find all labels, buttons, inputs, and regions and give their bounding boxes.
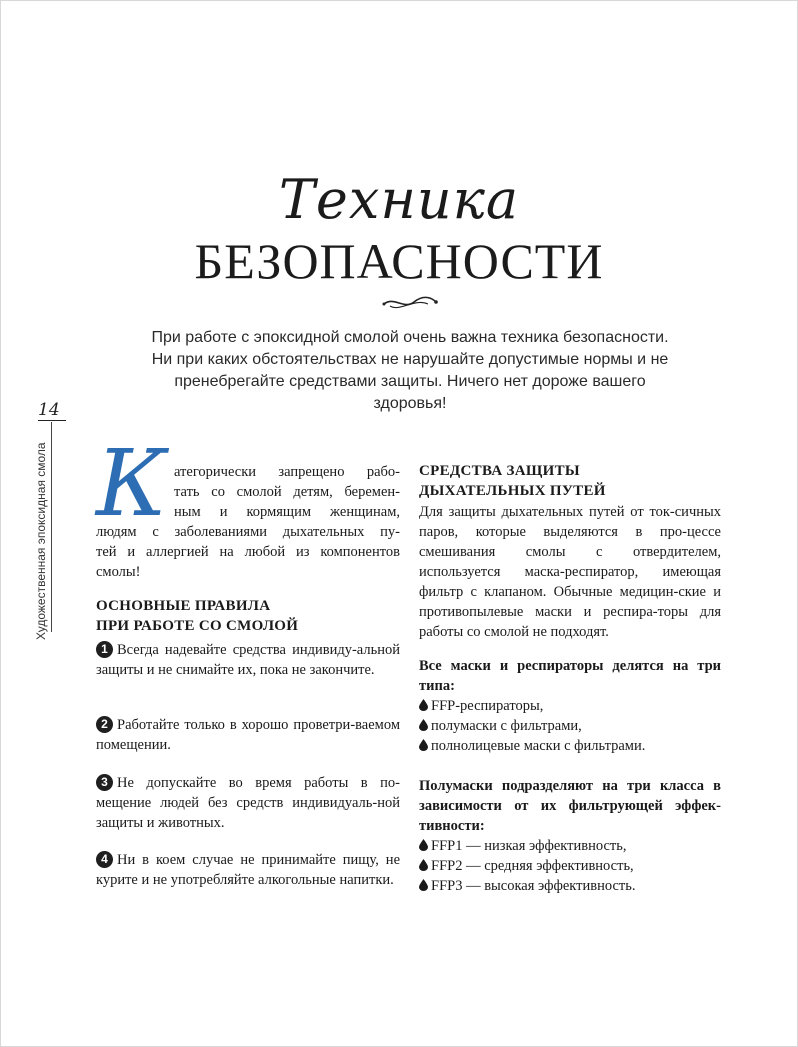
lead-line: людям с заболеваниями дыхательных пу-: [96, 524, 400, 540]
mask-type-text: полумаски с фильтрами,: [431, 718, 582, 734]
list-item: [419, 836, 721, 856]
lead-line: ным и кормящим женщинам,: [174, 504, 400, 520]
mask-type-text: FFP-респираторы,: [431, 698, 544, 714]
rules-heading-line: ПРИ РАБОТЕ СО СМОЛОЙ: [96, 618, 299, 634]
mask-classes-block: [419, 776, 721, 896]
rule-item-2: [96, 715, 400, 755]
lead-line: атегорически запрещено рабо-: [174, 464, 400, 480]
lead-line: тать со смолой детям, беремен-: [174, 484, 400, 500]
droplet-icon: [419, 699, 428, 711]
respiratory-heading: [419, 461, 721, 501]
page-number: 14: [38, 400, 60, 420]
mask-class-text: FFP2 — средняя эффективность,: [431, 858, 634, 874]
droplet-icon: [419, 739, 428, 751]
title-script-line: Техника: [278, 168, 520, 231]
rules-heading-line: ОСНОВНЫЕ ПРАВИЛА: [96, 598, 271, 614]
mask-class-text: FFP3 — высокая эффективность.: [431, 878, 636, 894]
lead-line: смолы!: [96, 564, 141, 580]
droplet-icon: [419, 859, 428, 871]
droplet-icon: [419, 839, 428, 851]
rule-number-badge: 4: [96, 851, 113, 868]
list-item: [419, 856, 721, 876]
flourish-ornament-icon: [380, 292, 440, 312]
mask-types-block: [419, 656, 721, 756]
rule-item-3: [96, 773, 400, 833]
lead-paragraph: [96, 462, 400, 582]
list-item: [419, 736, 721, 756]
droplet-icon: [419, 719, 428, 731]
rule-text: Работайте только в хорошо проветри-ваемом помещении.: [96, 717, 400, 753]
drop-cap: К: [96, 430, 168, 537]
mask-types-intro: Все маски и респираторы делятся на три типа:: [419, 658, 721, 694]
rule-number-badge: 3: [96, 774, 113, 791]
droplet-icon: [419, 879, 428, 891]
rule-item-1: [96, 640, 400, 680]
page-number-underline: [38, 420, 66, 421]
list-item: [419, 716, 721, 736]
title-caps-line: БЕЗОПАСНОСТИ: [194, 233, 604, 289]
list-item: [419, 876, 721, 896]
mask-type-text: полнолицевые маски с фильтрами.: [431, 738, 646, 754]
rule-text: Всегда надевайте средства индивиду-альной защиты и не снимайте их, пока не закончите.: [96, 642, 400, 678]
list-item: [419, 696, 721, 716]
lead-line: тей и аллергией на любой из компонентов: [96, 544, 400, 560]
margin-rule: [51, 422, 52, 632]
running-book-title: Художественная эпоксидная смола: [34, 442, 48, 640]
intro-paragraph: При работе с эпоксидной смолой очень важна техника безопасности. Ни при каких обстоятельствах не нарушайте допустимые нормы и не пренебрегайте средствами защиты. Ничего нет дороже вашего здоровья!: [151, 329, 669, 412]
rule-text: Ни в коем случае не принимайте пищу, не курите и не употребляйте алкогольные напитки.: [96, 852, 400, 888]
rule-number-badge: 1: [96, 641, 113, 658]
respiratory-heading-line: ДЫХАТЕЛЬНЫХ ПУТЕЙ: [419, 483, 606, 499]
respiratory-heading-line: СРЕДСТВА ЗАЩИТЫ: [419, 463, 580, 479]
mask-classes-intro: Полумаски подразделяют на три класса в зависимости от их фильтрующей эффек-тивности:: [419, 778, 721, 834]
rule-text: Не допускайте во время работы в по-мещение людей без средств индивидуаль-ной защиты и животных.: [96, 775, 400, 831]
rule-item-4: [96, 850, 400, 890]
respiratory-paragraph: Для защиты дыхательных путей от ток-сичных паров, которые выделяются в про-цессе смешивания смолы с отвердителем, используется маска-респиратор, имеющая фильтр с клапаном. Обычные медицин-ские и противопылевые маски и респира-торы для работы со смолой не подходят.: [419, 504, 721, 640]
rule-number-badge: 2: [96, 716, 113, 733]
mask-class-text: FFP1 — низкая эффективность,: [431, 838, 627, 854]
rules-heading: [96, 596, 400, 636]
